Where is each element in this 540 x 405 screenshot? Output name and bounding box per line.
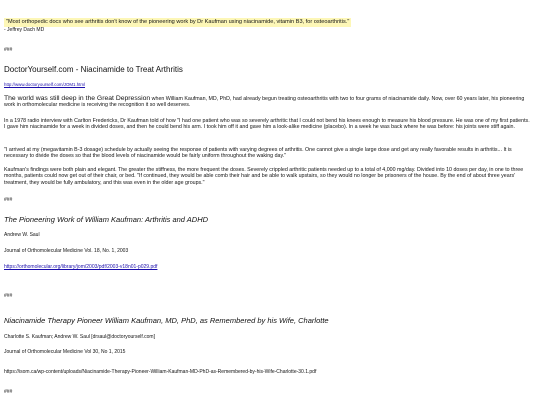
separator: ### bbox=[4, 47, 13, 53]
section1-paragraph-2: In a 1978 radio interview with Carlton Fredericks, Dr Kaufman told of how "I had one patient who was so severely arthritic that I could not bend his knees enough to measure his blood pressure. He was one of my first patients. I gave him niacinamide for a week in divided doses, and then he could bend his arm. I took him off it and gave him a look-alike medicine (placebo). In a week he was back where he was before: his joints were stiff again. bbox=[4, 118, 530, 131]
section3-title: Niacinamide Therapy Pioneer William Kaufman, MD, PhD, as Remembered by his Wife, Charlotte bbox=[4, 316, 329, 325]
section2-journal: Journal of Orthomolecular Medicine Vol. 18, No. 1, 2003 bbox=[4, 248, 129, 254]
section1-paragraph-3: "I arrived at my (megavitamin B-3 dosage) schedule by actually seeing the response of patients with varying degrees of arthritis. One cannot give a single large dose and get any really favorable results in arthritis... It is necessary to divide the doses so that the blood levels of niacinamide would be fairly uniform throughout the waking day." bbox=[4, 147, 512, 160]
section3-journal: Journal of Orthomolecular Medicine Vol 30, No 1, 2015 bbox=[4, 349, 126, 355]
separator: ### bbox=[4, 293, 13, 299]
section1-title: DoctorYourself.com - Niacinamide to Treat Arthritis bbox=[4, 65, 183, 74]
separator: ### bbox=[4, 389, 13, 395]
section1-lead: The world was still deep in the Great Depression bbox=[4, 95, 151, 102]
quote-block bbox=[4, 10, 532, 28]
quote-attribution: - Jeffrey Dach MD bbox=[4, 27, 45, 33]
section3-author: Charlotte S. Kaufman; Andrew W. Saul [drsaul@doctoryourself.com] bbox=[4, 334, 155, 340]
section1-paragraph-4: Kaufman's findings were both plain and elegant. The greater the stiffness, the more frequent the doses. Severely crippled arthritic patients needed up to a total of 4,000 mg/day. Divided into 10 doses per day, in one to three months, patients could now get out of their chair, or bed. "If continued, they would be able comb their hair and be able to walk upstairs, so they would no longer be prisoners of the house. By the end of about three years' treatment, they would be fully ambulatory, and this was even in the older age groups." bbox=[4, 167, 524, 186]
section3-url: https://isom.ca/wp-content/uploads/Niacinamide-Therapy-Pioneer-William-Kaufman-MD-PhD-as-Remembered-by-his-Wife-Charlotte-30.1.pdf bbox=[4, 369, 317, 375]
section1-paragraph-1 bbox=[4, 96, 532, 109]
section2-title: The Pioneering Work of William Kaufman: Arthritis and ADHD bbox=[4, 215, 209, 224]
section2-author: Andrew W. Saul bbox=[4, 232, 40, 238]
highlighted-quote: "Most orthopedic docs who see arthritis don't know of the pioneering work by Dr Kaufman using niacinamide, vitamin B3, for osteoarthritis." bbox=[6, 19, 350, 25]
section1-para1-rest: when William Kaufman, MD, PhD, had already begun treating osteoarthritis with two to four grams of niacinamide daily. Now, over 60 years later, his pioneering work in orthomolecular medicine is receiving the recognition it so well deserves. bbox=[4, 96, 525, 109]
section1-link[interactable]: http://www.doctoryourself.com/JOM1.html bbox=[4, 82, 86, 87]
section2-link[interactable]: https://orthomolecular.org/library/jom/2003/pdf/2003-v18n01-p029.pdf bbox=[4, 264, 158, 270]
separator: ### bbox=[4, 197, 13, 203]
